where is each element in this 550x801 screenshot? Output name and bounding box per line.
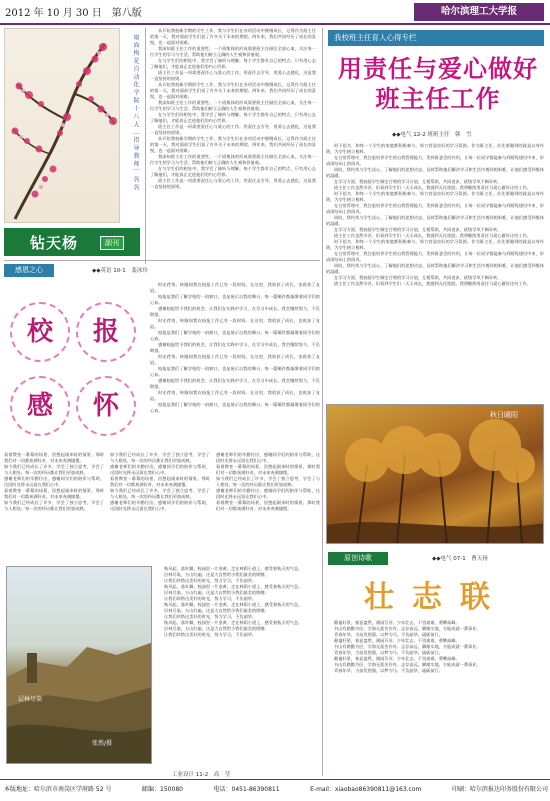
plum-branch-image: [5, 29, 120, 223]
section-tag: 原创诗歌: [328, 552, 388, 565]
paragraph: 从开始我校新学期的学生工作，我与学生们在各项活动中慢慢成长，记得作为班主任的第一天，我对面前学生们说了许多关于未来的期望。两年来，我们共同经历了成长的喜悦，也一起面对困难。: [150, 136, 316, 153]
paragraph: 同时，我经常与学生谈心，了解他们的思想动态，及时帮助他们解决学习和生活中遇到的困难，让他们感受到集体的温暖。: [326, 263, 544, 274]
paragraph: 静谧好景，春意盎然，满园芬芳。少年壮志，不畏艰难，勇攀高峰。: [334, 638, 460, 643]
circle-char: 感: [10, 376, 70, 436]
paragraph: 在与学生们的相处中，我学会了倾听与理解。每个学生都有自己的特点，只有用心去了解他们，才能真正走进他们的内心世界。: [150, 112, 316, 123]
column-divider: [145, 28, 146, 264]
section-divider: [4, 260, 320, 261]
section-tag: 感恩之心: [4, 264, 54, 277]
couplet-article: [326, 620, 544, 774]
paragraph: 从开始我校新学期的学生工作，我与学生们在各项活动中慢慢成长，记得作为班主任的第一天，我对面前学生们说了许多关于未来的期望。两年来，我们共同经历了成长的喜悦，也一起面对困难。: [150, 28, 316, 45]
photo-credit: 张然/摄: [92, 740, 113, 747]
footer-address: 本版地址：哈尔滨市南岗区学府路 52 号: [4, 786, 112, 793]
paragraph: 层林尽染，万山红遍，这是大自然给予我们最美的馈赠。: [164, 590, 269, 595]
poem-article: [156, 566, 320, 776]
paragraph: 在与学生们的相处中，我学会了倾听与理解。每个学生都有自己的特点，只有用心去了解他们，才能真正走进他们的内心世界。: [150, 58, 316, 69]
page-footer: [4, 784, 548, 793]
paragraph: 校报是我们了解学校的一扇窗口，也是展示自我的舞台。每一篇稿件都凝聚着同学们的心血。: [150, 402, 320, 413]
paragraph: 如今我们已经成长了许多，学会了独立思考，学会了与人相处。每一次的经历都让我们更加成熟。: [110, 452, 210, 463]
column-badge: 副刊: [100, 236, 124, 250]
column-divider: [322, 28, 323, 776]
footer-rule: [0, 779, 550, 780]
paragraph: 班主任工作虽然辛苦，但看到学生们一天天成长，我感到无比欣慰。我将继续用责任与爱心做好这份工作。: [334, 233, 531, 238]
paragraph: 时光荏苒，转眼间我在校报工作已有一段时间。在这里，我收获了成长，也收获了友谊。: [150, 390, 320, 401]
photo-caption: 秋日暖阳: [490, 411, 518, 419]
text-column: [110, 452, 210, 562]
paragraph: 在学习方面，我鼓励学生制定合理的学习计划，互相帮助，共同进步，班级学风不断好转。: [334, 179, 502, 184]
paragraph: 书山有路勤为径，学海无涯苦作舟。志存高远，脚踏实地，方能成就一番事业。: [334, 644, 481, 649]
paragraph: 让我们珍惜这美好的时光，努力学习，不负韶华。: [164, 578, 257, 583]
paragraph: 校报是我们了解学校的一扇窗口，也是展示自我的舞台。每一篇稿件都凝聚着同学们的心血。: [150, 366, 320, 377]
plum-blossom-painting: [4, 28, 120, 223]
paragraph: 在日常管理中，我注重培养学生的自我管理能力，发挥班委会的作用，让每一位同学都能参与到班级建设中来，形成团结向上的班风。: [326, 203, 544, 214]
text-column: [216, 452, 320, 562]
paragraph: 校报是我们了解学校的一扇窗口，也是展示自我的舞台。每一篇稿件都凝聚着同学们的心血。: [150, 294, 320, 305]
paragraph: 在学习方面，我鼓励学生制定合理的学习计划，互相帮助，共同进步，班级学风不断好转。: [334, 227, 502, 232]
paragraph: 校报是我们了解学校的一扇窗口，也是展示自我的舞台。每一篇稿件都凝聚着同学们的心血。: [150, 330, 320, 341]
issue-date: 2012 年 10 月 30 日 第八版: [5, 8, 142, 19]
paragraph: 我深知班主任工作的重要性。一个班集体的形成需要班主任倾注全部心血，关注每一位学生的学习与生活，帮助他们树立正确的人生观和价值观。: [150, 154, 316, 165]
paragraph: 班主任工作是一项需要责任心与爱心的工作。用责任去引导，用爱心去感化，这是我一直坚持的原则。: [150, 178, 316, 189]
paragraph: 如今我们已经成长了许多，学会了独立思考，学会了与人相处。每一次的经历都让我们更加成熟。: [216, 476, 320, 487]
paragraph: 秋风起，落叶飘，校园里一片金黄。走在林荫小道上，感受着秋天的气息。: [164, 620, 303, 625]
footer-phone: 电话：0451-86390811: [213, 786, 280, 793]
paragraph: 时下很多，和每一个学生的家庭都积极参与，努力营造良好的学习氛围。作为班主任，首先要做到的就是以身作则，为学生树立榜样。: [326, 143, 544, 154]
autumn-trees-photo: [326, 404, 544, 544]
paragraph: 如今我们已经成长了许多，学会了独立思考，学会了与人相处。每一次的经历都让我们更加成熟。: [4, 500, 104, 511]
paragraph: 同时，我经常与学生谈心，了解他们的思想动态，及时帮助他们解决学习和生活中遇到的困难，让他们感受到集体的温暖。: [326, 215, 544, 226]
footer-postcode: 邮编：150080: [142, 786, 183, 793]
right-article: [326, 143, 544, 403]
title-circles: [4, 282, 144, 452]
paragraph: 如今我们已经成长了许多，学会了独立思考，学会了与人相处。每一次的经历都让我们更加成熟。: [4, 464, 104, 475]
footer-email[interactable]: E-mail：xiaobao86390811@163.com: [310, 786, 422, 793]
circle-char: 报: [76, 302, 136, 362]
paragraph: 青春年华，当奋发图强，以梦为马，不负韶华，砥砺前行。: [334, 668, 443, 673]
paragraph: 班主任工作虽然辛苦，但看到学生们一天天成长，我感到无比欣慰。我将继续用责任与爱心做好这份工作。: [334, 281, 531, 286]
gratitude-article: [150, 282, 320, 457]
circle-char: 校: [10, 302, 70, 362]
paragraph: 时下很多，和每一个学生的家庭都积极参与，努力营造良好的学习氛围。作为班主任，首先要做到的就是以身作则，为学生树立榜样。: [326, 239, 544, 250]
paragraph: 静谧好景，春意盎然，满园芬芳。少年壮志，不畏艰难，勇攀高峰。: [334, 656, 460, 661]
paragraph: 在与学生们的相处中，我学会了倾听与理解。每个学生都有自己的特点，只有用心去了解他们，才能真正走进他们的内心世界。: [150, 166, 316, 177]
paragraph: 层林尽染，万山红遍，这是大自然给予我们最美的馈赠。: [164, 572, 269, 577]
middle-article: [150, 28, 316, 264]
paragraph: 感谢老师们的辛勤付出，感谢同学们的陪伴与帮助，这段时光将永远留在我们心中。: [110, 464, 210, 475]
article-author: ◆◆电气 12-2 班班主任 韩 雪: [392, 132, 472, 138]
section-author: ◆◆电气 07-1 曹天扬: [432, 556, 488, 562]
paragraph: 如今我们已经成长了许多，学会了独立思考，学会了与人相处。每一次的经历都让我们更加成熟。: [110, 488, 210, 499]
header-rule: [0, 23, 550, 25]
paragraph: 从开始我校新学期的学生工作，我与学生们在各项活动中慢慢成长，记得作为班主任的第一天，我对面前学生们说了许多关于未来的期望。两年来，我们共同经历了成长的喜悦，也一起面对困难。: [150, 82, 316, 99]
paragraph: 时光荏苒，转眼间我在校报工作已有一段时间。在这里，我收获了成长，也收获了友谊。: [150, 318, 320, 329]
footer-printer: 印刷：哈尔滨报达印务股份有限公司: [451, 786, 548, 793]
autumn-landscape-photo: [6, 566, 152, 764]
paragraph: 感谢校报给予我们的机会，让我们在实践中学习，在学习中成长。我会继续努力，不负期望。: [150, 306, 320, 317]
paragraph: 同时，我经常与学生谈心，了解他们的思想动态，及时帮助他们解决学习和生活中遇到的困难，让他们感受到集体的温暖。: [326, 167, 544, 178]
paragraph: 看着教室一幕幕的场景，回想起刚来时的情景。那时我们对一切都充满好奇，对未来充满憧憬。: [216, 464, 320, 475]
paragraph: 层林尽染，万山红遍，这是大自然给予我们最美的馈赠。: [164, 608, 269, 613]
paragraph: 秋风起，落叶飘，校园里一片金黄。走在林荫小道上，感受着秋天的气息。: [164, 584, 303, 589]
paragraph: 看着教室一幕幕的场景，回想起刚来时的情景。那时我们对一切都充满好奇，对未来充满憧憬。: [4, 452, 104, 463]
paragraph: 感谢老师们的辛勤付出，感谢同学们的陪伴与帮助，这段时光将永远留在我们心中。: [216, 488, 320, 499]
paragraph: 看着教室一幕幕的场景，回想起刚来时的情景。那时我们对一切都充满好奇，对未来充满憧憬。: [110, 476, 210, 487]
paragraph: 看着教室一幕幕的场景，回想起刚来时的情景。那时我们对一切都充满好奇，对未来充满憧憬。: [216, 500, 320, 511]
paragraph: 时下很多，和每一个学生的家庭都积极参与，努力营造良好的学习氛围。作为班主任，首先要做到的就是以身作则，为学生树立榜样。: [326, 191, 544, 202]
circle-char: 怀: [76, 376, 136, 436]
section-author: ◆◆英语 10-1 裴冰玲: [92, 268, 148, 274]
paragraph: 青春年华，当奋发图强，以梦为马，不负韶华，砥砺前行。: [334, 650, 443, 655]
paragraph: 青春年华，当奋发图强，以梦为马，不负韶华，砥砺前行。: [334, 632, 443, 637]
newspaper-brand: 哈尔滨理工大学报: [414, 3, 544, 21]
paragraph: 在日常管理中，我注重培养学生的自我管理能力，发挥班委会的作用，让每一位同学都能参与到班级建设中来，形成团结向上的班风。: [326, 251, 544, 262]
paragraph: 让我们珍惜这美好的时光，努力学习，不负韶华。: [164, 596, 257, 601]
poem-title: 壮志联: [364, 580, 508, 615]
paragraph: 感谢老师们的辛勤付出，感谢同学们的陪伴与帮助，这段时光将永远留在我们心中。: [4, 476, 104, 487]
paragraph: 我深知班主任工作的重要性。一个班集体的形成需要班主任倾注全部心血，关注每一位学生的学习与生活，帮助他们树立正确的人生观和价值观。: [150, 100, 316, 111]
paragraph: 秋风起，落叶飘，校园里一片金黄。走在林荫小道上，感受着秋天的气息。: [164, 602, 303, 607]
paragraph: 我深知班主任工作的重要性。一个班集体的形成需要班主任倾注全部心血，关注每一位学生的学习与生活，帮助他们树立正确的人生观和价值观。: [150, 46, 316, 57]
column-name: 钻天杨: [30, 234, 79, 252]
paragraph: 感谢校报给予我们的机会，让我们在实践中学习，在学习中成长。我会继续努力，不负期望。: [150, 378, 320, 389]
column-tag: 我校班主任育人心得专栏: [328, 30, 544, 46]
paragraph: 感谢老师们的辛勤付出，感谢同学们的陪伴与帮助，这段时光将永远留在我们心中。: [110, 500, 210, 511]
paragraph: 班主任工作是一项需要责任心与爱心的工作。用责任去引导，用爱心去感化，这是我一直坚持的原则。: [150, 124, 316, 135]
paragraph: 在学习方面，我鼓励学生制定合理的学习计划，互相帮助，共同进步，班级学风不断好转。: [334, 275, 502, 280]
bottom-left-article: [4, 452, 320, 562]
text-column: [4, 452, 104, 562]
paragraph: 书山有路勤为径，学海无涯苦作舟。志存高远，脚踏实地，方能成就一番事业。: [334, 662, 481, 667]
paragraph: 让我们珍惜这美好的时光，努力学习，不负韶华。: [164, 614, 257, 619]
paragraph: 让我们珍惜这美好的时光，努力学习，不负韶华。: [164, 632, 257, 637]
article-title: 用责任与爱心做好班主任工作: [338, 55, 538, 113]
paragraph: 秋风起，落叶飘，校园里一片金黄。走在林荫小道上，感受着秋天的气息。: [164, 566, 303, 571]
poem-author: 工业设计 11-2 高 莹: [172, 772, 231, 778]
paragraph: 时光荏苒，转眼间我在校报工作已有一段时间。在这里，我收获了成长，也收获了友谊。: [150, 354, 320, 365]
paragraph: 静谧好景，春意盎然，满园芬芳。少年壮志，不畏艰难，勇攀高峰。: [334, 620, 460, 625]
paragraph: 班主任工作虽然辛苦，但看到学生们一天天成长，我感到无比欣慰。我将继续用责任与爱心做好这份工作。: [334, 185, 531, 190]
paragraph: 班主任工作是一项需要责任心与爱心的工作。用责任去引导，用爱心去感化，这是我一直坚持的原则。: [150, 70, 316, 81]
photo-caption: 层林尽染: [18, 696, 43, 703]
paragraph: 感谢老师们的辛勤付出，感谢同学们的陪伴与帮助，这段时光将永远留在我们心中。: [216, 452, 320, 463]
painting-caption: 扇 面 梅 花 自 动 化 学 院 十 八 大 ［ 指 导 教 师 ］ 名 名: [132, 34, 139, 191]
paragraph: 书山有路勤为径，学海无涯苦作舟。志存高远，脚踏实地，方能成就一番事业。: [334, 626, 481, 631]
trees-image: [327, 405, 544, 544]
paragraph: 感谢校报给予我们的机会，让我们在实践中学习，在学习中成长。我会继续努力，不负期望。: [150, 342, 320, 353]
landscape-image: [7, 567, 152, 764]
paragraph: 在日常管理中，我注重培养学生的自我管理能力，发挥班委会的作用，让每一位同学都能参与到班级建设中来，形成团结向上的班风。: [326, 155, 544, 166]
paragraph: 层林尽染，万山红遍，这是大自然给予我们最美的馈赠。: [164, 626, 269, 631]
paragraph: 看着教室一幕幕的场景，回想起刚来时的情景。那时我们对一切都充满好奇，对未来充满憧憬。: [4, 488, 104, 499]
paragraph: 时光荏苒，转眼间我在校报工作已有一段时间。在这里，我收获了成长，也收获了友谊。: [150, 282, 320, 293]
